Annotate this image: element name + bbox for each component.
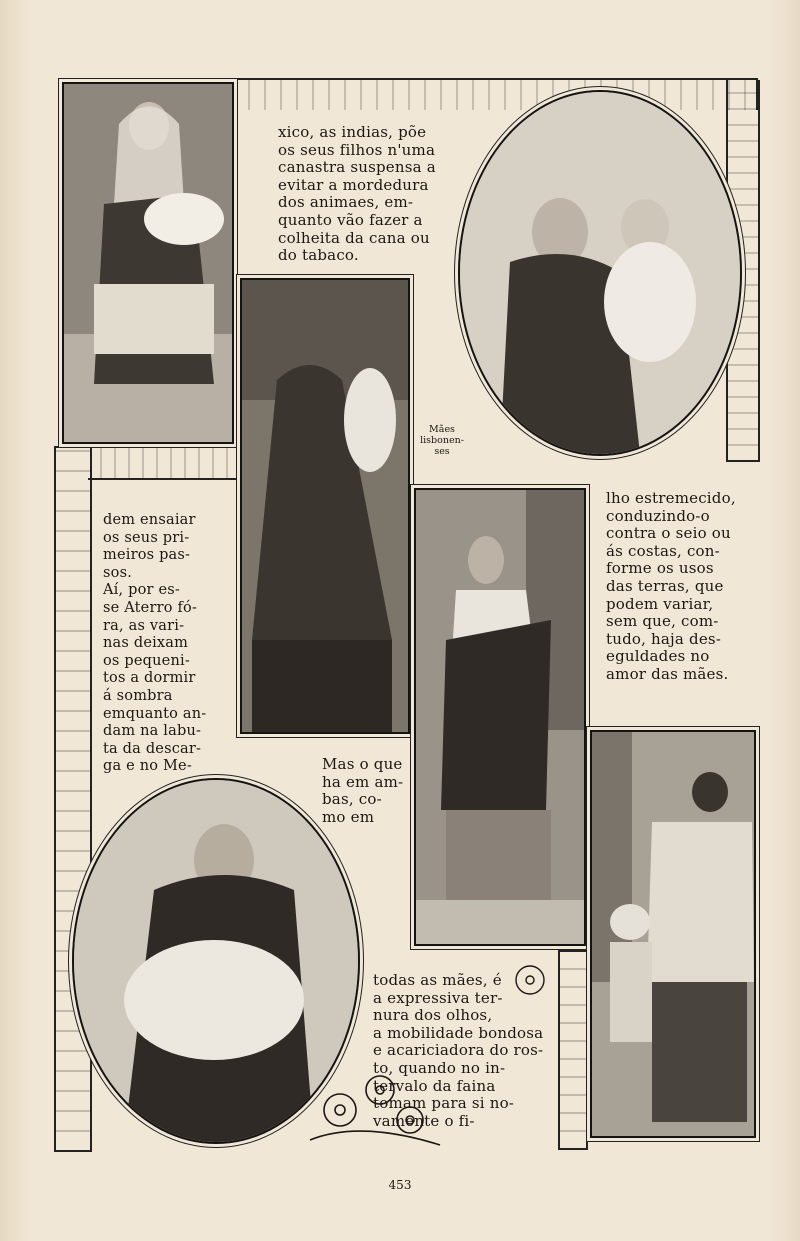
paragraph-top-center: xico, as indias, põe os seus filhos n'uma canastra suspensa a evitar a mordedura dos animaes, em- quanto vão fazer a colheita da cana ou do tabaco.	[278, 123, 436, 265]
photo-standing-mother-wrapped-baby	[414, 488, 586, 946]
page-number: 453	[388, 1178, 412, 1192]
photo-mother-with-baby-on-back-street	[590, 730, 756, 1138]
ornamental-band-left	[88, 446, 238, 480]
photo-caption: Mães lisbonen- ses	[420, 424, 464, 457]
photo-seated-mother-with-baby	[62, 82, 234, 444]
paragraph-right: lho estremecido, conduzindo-o contra o seio ou ás costas, con- forme os usos das terras, que podem variar, sem que, com- tudo, haja des- eguldades no amor das mães.	[606, 489, 736, 683]
paragraph-left: dem ensaiar os seus pri- meiros pas- sos. Aí, por es- se Aterro fó- ra, as vari- nas deixam os pequeni- tos a dormir á sombra emquanto an- dam na labu- ta da descar- ga e no Me-	[103, 512, 207, 775]
photo-mother-with-shawl-and-child	[240, 278, 410, 734]
photo-oval-mother-holding-toddler	[458, 90, 742, 456]
paragraph-middle: Mas o que ha em am- bas, co- mo em	[322, 755, 404, 826]
ornamental-border-lower-mid	[558, 950, 588, 1150]
paragraph-bottom: todas as mães, é a expressiva ter- nura dos olhos, a mobilidade bondosa e acariciadora do ros- to, quando no in- tervalo da faina tomam para si no- vamente o fi-	[373, 971, 544, 1130]
